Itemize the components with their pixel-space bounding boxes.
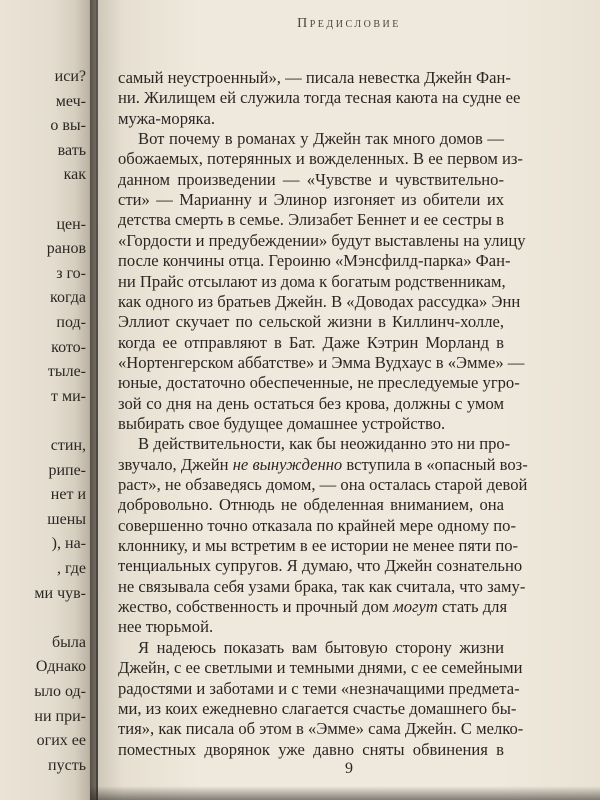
left-page-line: ранов [46, 240, 86, 258]
body-text-line: добровольно. Отнюдь не обделенная вниманием, она [118, 495, 504, 515]
body-text-line: Джейн, с ее светлыми и темными днями, с ее семейными [118, 658, 523, 678]
body-text-line: звучало, Джейн не вынужденно вступила в «опасный воз- [118, 454, 528, 474]
body-text-line: данном произведении — «Чувстве и чувствительно- [118, 169, 504, 189]
page-bottom-shadow [90, 786, 600, 800]
left-page-line: нет и [50, 486, 86, 504]
body-text-line: Эллиот скучает по сельской жизни в Киллинч-холле, [118, 312, 504, 332]
left-page-line: огих ее [36, 732, 86, 750]
left-page-line: была [52, 633, 86, 651]
left-page-line: цен- [56, 215, 86, 233]
body-text-line: тенциальных супругов. Я думаю, что Джейн сознательно [118, 556, 523, 576]
body-text-line: как одного из братьев Джейн. В «Доводах рассудка» Энн [118, 291, 521, 311]
body-text-line: клоннику, и мы встретим в ее истории не менее пяти по- [118, 536, 519, 556]
left-page-line: тыле- [47, 363, 86, 381]
body-text-line: тия», как писала об этом в «Эмме» сама Джейн. С мелко- [118, 719, 524, 739]
left-page-line: под- [56, 314, 86, 331]
body-text-line: когда ее отправляют в Бат. Даже Кэтрин Морланд в [118, 332, 504, 352]
body-text-line: детства смерть в семье. Элизабет Беннет и ее сестры в [118, 210, 504, 230]
body-text-line: «Гордости и предубеждении» будут выставлены на улицу [118, 230, 526, 250]
left-page-line: вать [57, 141, 86, 159]
body-text-line: Вот почему в романах у Джейн так много домов — [138, 129, 504, 149]
body-text-line: Я надеюсь показать вам бытовую сторону жизни [138, 637, 504, 657]
left-page-line: ни при- [34, 707, 86, 725]
left-page-line: о вы- [50, 117, 86, 135]
body-text-line: ми, из коих ежедневно слагается счастье домашнего бы- [118, 698, 517, 718]
body-text-line: «Нортенгерском аббатстве» и Эмма Вудхаус в «Эмме» — [118, 352, 525, 372]
body-text-line: сти» — Марианну и Элинор изгоняет из обители их [118, 190, 504, 210]
left-page-line: ), на- [51, 535, 86, 553]
body-text-line: ни Прайс отсылают из дома к богатым родственникам, [118, 271, 506, 291]
body-text-line: ни. Жилищем ей служила тогда тесная каюта на судне ее [118, 88, 521, 108]
emphasis-text: не вынужденно [232, 454, 343, 474]
left-page-line: когда [50, 289, 86, 307]
body-text-line: мужа-моряка. [118, 108, 215, 128]
left-page-line: стин, [50, 437, 86, 454]
body-text-line: юные, достаточно обеспеченные, не преследуемые угро- [118, 373, 520, 393]
left-page-line: как [63, 166, 86, 184]
body-text-line: поместных дворянок уже давно сняты обвинения в [118, 739, 504, 759]
left-page-line: меч- [55, 92, 86, 110]
left-page-line: кото- [51, 338, 86, 356]
body-text-line: обожаемых, потерянных и вожделенных. В ее первом из- [118, 149, 523, 169]
body-text-line: совершенно точно отказала по крайней мере одному по- [118, 515, 516, 535]
body-text-line: радостями и заботами и с теми «незначащими предмета- [118, 678, 520, 698]
left-page-line: шены [47, 510, 86, 528]
body-text-line: после кончины отца. Героиню «Мэнсфилд-парка» Фан- [118, 251, 511, 271]
body-text-line: не связывала себя узами брака, так как считала, что заму- [118, 576, 526, 596]
body-text-line: В действительности, как бы неожиданно это ни про- [138, 434, 511, 454]
body-text-line: жество, собственность и прочный дом могут стать для [118, 597, 508, 617]
left-page-line: пусть [48, 756, 86, 774]
left-page-line: , где [56, 560, 86, 577]
body-text-line: выбирать свое будущее домашнее устройство. [118, 413, 446, 433]
body-text-line: раст», не обзаведясь домом, — она осталась старой девой [118, 475, 528, 494]
left-page-line: т ми- [50, 387, 86, 405]
left-page-line: з го- [56, 264, 86, 282]
left-page-line: Однако [35, 658, 86, 676]
left-page [0, 0, 96, 800]
right-page [98, 0, 600, 800]
body-text-line: зой со дня на день остаться без крова, должны с умом [118, 393, 504, 413]
left-page-line: ыло од- [34, 683, 86, 700]
body-text-line: нее тюрьмой. [118, 617, 214, 637]
left-page-line: иси? [54, 68, 86, 85]
body-text-line: самый неустроенный», — писала невестка Джейн Фан- [118, 68, 511, 87]
emphasis-text: могут [393, 597, 438, 617]
page-number: 9 [345, 760, 353, 777]
running-header: Предисловие [297, 16, 401, 31]
left-page-line: ми чув- [34, 584, 86, 602]
left-page-line: рипе- [48, 461, 86, 479]
